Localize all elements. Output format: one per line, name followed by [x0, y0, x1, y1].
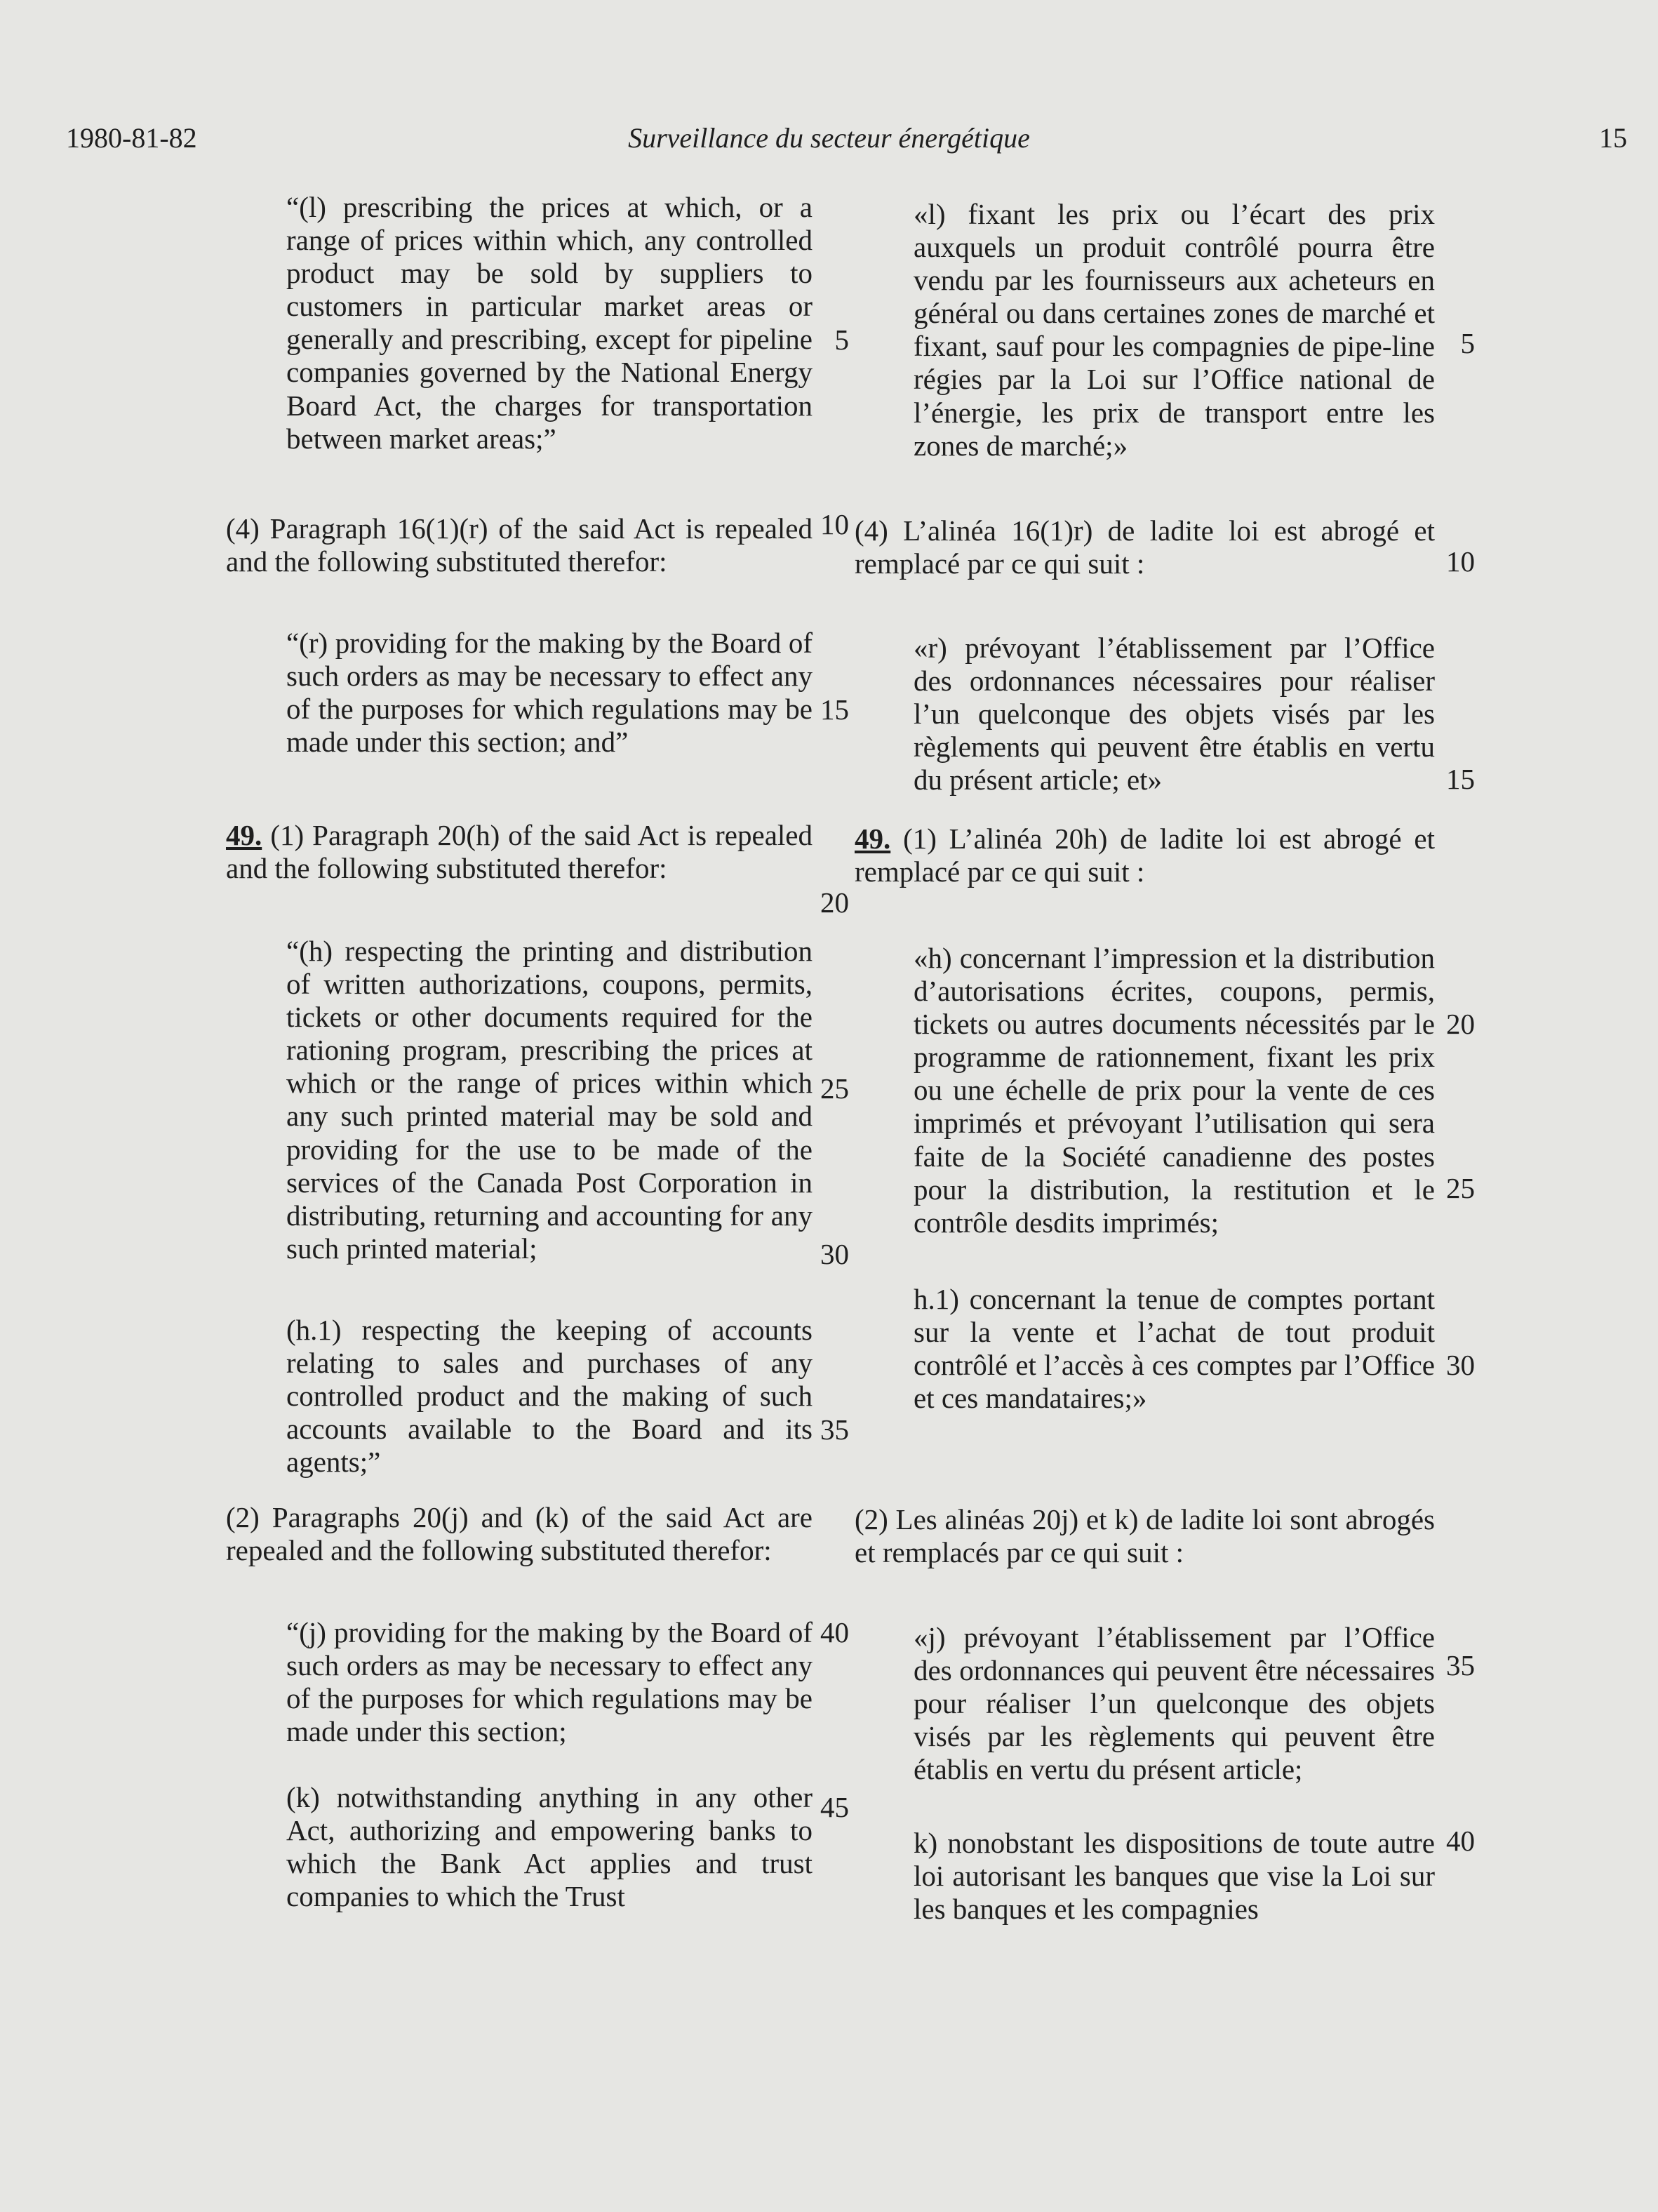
- line-number: 20: [820, 886, 849, 919]
- english-para-20-h1: (h.1) respecting the keeping of accounts relating to sales and purchases of any controlled product and the making of such accounts available to the Board and its agents;”: [286, 1314, 813, 1479]
- french-subsection-2: (2) Les alinéas 20j) et k) de ladite loi sont abrogés et remplacés par ce qui suit :: [855, 1503, 1435, 1569]
- line-number: 45: [820, 1791, 849, 1823]
- line-number: 30: [1446, 1349, 1475, 1381]
- line-number: 15: [820, 693, 849, 726]
- line-number: 20: [1446, 1008, 1475, 1040]
- english-para-20-k: (k) notwithstanding anything in any other Act, authorizing and empowering banks to which the Bank Act applies and trust companies to which the Trust: [286, 1781, 813, 1913]
- french-para-20-j: «j) prévoyant l’établissement par l’Office des ordonnances qui peuvent être nécessaires pour réaliser l’un quelconque des objets visés par les règlements qui peuvent être établis en vertu du présent article;: [914, 1621, 1435, 1786]
- line-number: 10: [1446, 545, 1475, 578]
- header-year: 1980-81-82: [66, 122, 197, 154]
- french-para-16-1-l: «l) fixant les prix ou l’écart des prix auxquels un produit contrôlé pourra être vendu par les fournisseurs aux acheteurs en général ou dans certaines zones de marché et fixant, sauf pour les compagnies de pipe-line régies par la Loi sur l’Office national de l’énergie, les prix de transport entre les zones de marché;»: [914, 198, 1435, 462]
- header-title: Surveillance du secteur énergétique: [628, 122, 1030, 154]
- line-number: 25: [1446, 1172, 1475, 1204]
- english-para-20-j: “(j) providing for the making by the Board of such orders as may be necessary to effect any of the purposes for which regulations may be made under this section;: [286, 1616, 813, 1748]
- section-number: 49.: [855, 822, 891, 855]
- english-para-20-h: “(h) respecting the printing and distribution of written authorizations, coupons, permits, tickets or other documents required for the rationing program, prescribing the prices at which or the range of prices within which any such printed material may be sold and providing for the use to be made of the services of the Canada Post Corporation in distributing, returning and accounting for any such printed material;: [286, 935, 813, 1265]
- line-number: 35: [820, 1413, 849, 1446]
- line-number: 15: [1446, 763, 1475, 795]
- line-number: 35: [1446, 1649, 1475, 1681]
- line-number: 5: [1460, 327, 1475, 359]
- line-number: 40: [820, 1616, 849, 1648]
- english-para-16-1-l: “(l) prescribing the prices at which, or a range of prices within which, any controlled product may be sold by suppliers to customers in particular market areas or generally and prescribing, except for pipeline companies governed by the National Energy Board Act, the charges for transportation between market areas;”: [286, 191, 813, 455]
- english-subsection-2: (2) Paragraphs 20(j) and (k) of the said Act are repealed and the following substituted therefor:: [226, 1501, 813, 1567]
- english-section-49: 49. (1) Paragraph 20(h) of the said Act is repealed and the following substituted therefor:: [226, 819, 813, 885]
- french-para-20-k: k) nonobstant les dispositions de toute autre loi autorisant les banques que vise la Loi sur les banques et les compagnies: [914, 1827, 1435, 1926]
- line-number: 5: [834, 324, 849, 356]
- section-number: 49.: [226, 819, 262, 851]
- line-number: 10: [820, 508, 849, 540]
- page-number: 15: [1599, 122, 1627, 154]
- line-number: 40: [1446, 1825, 1475, 1857]
- french-para-20-h: «h) concernant l’impression et la distribution d’autorisations écrites, coupons, permis, tickets ou autres documents nécessités par le programme de rationnement, fixant les prix ou une échelle de prix pour la vente de ces imprimés et prévoyant l’utilisation qui sera faite de la Société canadienne des postes pour la distribution, la restitution et le contrôle desdits imprimés;: [914, 942, 1435, 1239]
- english-subsection-4: (4) Paragraph 16(1)(r) of the said Act is repealed and the following substituted therefor:: [226, 512, 813, 578]
- french-para-16-1-r: «r) prévoyant l’établissement par l’Office des ordonnances nécessaires pour réaliser l’un quelconque des objets visés par les règlements qui peuvent être établis en vertu du présent article; et»: [914, 632, 1435, 797]
- line-number: 30: [820, 1238, 849, 1270]
- english-para-16-1-r: “(r) providing for the making by the Board of such orders as may be necessary to effect any of the purposes for which regulations may be made under this section; and”: [286, 627, 813, 759]
- french-subsection-4: (4) L’alinéa 16(1)r) de ladite loi est abrogé et remplacé par ce qui suit :: [855, 514, 1435, 580]
- french-para-20-h1: h.1) concernant la tenue de comptes portant sur la vente et l’achat de tout produit contrôlé et l’accès à ces comptes par l’Office et ces mandataires;»: [914, 1283, 1435, 1415]
- french-section-49: 49. (1) L’alinéa 20h) de ladite loi est abrogé et remplacé par ce qui suit :: [855, 822, 1435, 888]
- line-number: 25: [820, 1072, 849, 1105]
